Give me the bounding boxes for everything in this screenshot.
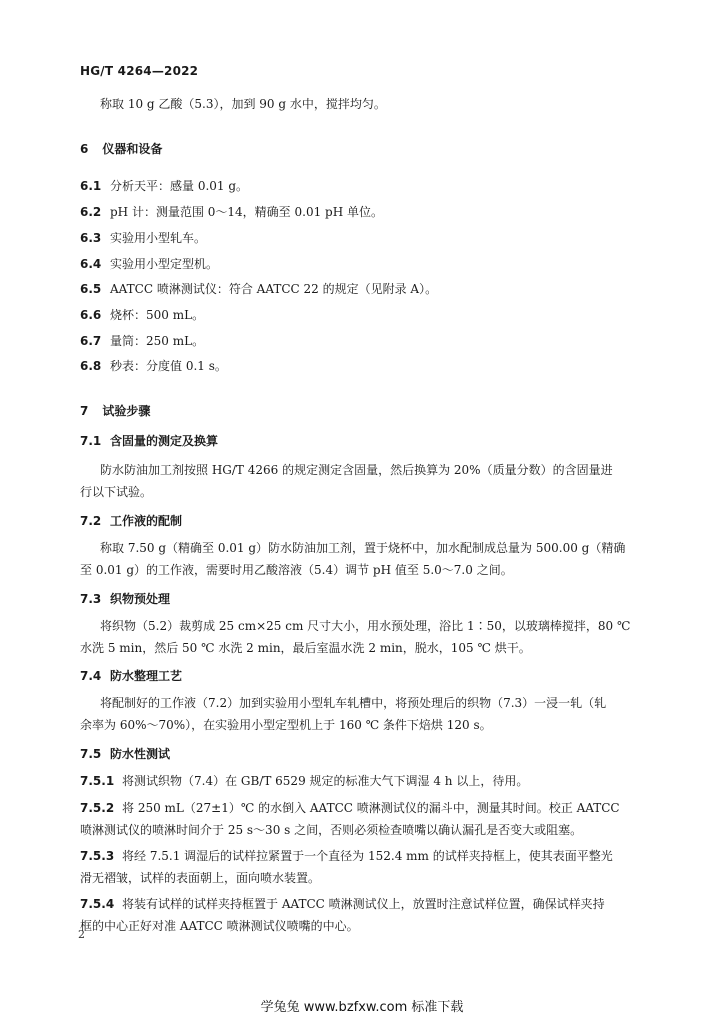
section-6-heading xyxy=(80,138,162,157)
clause-text: 将测试织物（7.4）在 GB/T 6529 规定的标准大气下调湿 4 h 以上，待用。 xyxy=(122,774,529,788)
clause-6-7 xyxy=(80,333,204,349)
footer-watermark[interactable]: 学兔兔 www.bzfxw.com 标准下载 xyxy=(260,1000,464,1015)
subsection-title: 防水整理工艺 xyxy=(110,669,183,683)
subsection-title: 织物预处理 xyxy=(110,592,171,606)
clause-number: 7.5.2 xyxy=(80,801,115,815)
clause-text: 实验用小型轧车。 xyxy=(110,231,207,245)
clause-7-5-2 xyxy=(80,800,620,816)
clause-text: 将 250 mL（27±1）℃ 的水倒入 AATCC 喷淋测试仪的漏斗中，测量其时间。校正 AATCC xyxy=(122,801,620,815)
subsection-title: 工作液的配制 xyxy=(110,514,183,528)
section-7-heading xyxy=(80,400,150,419)
clause-6-5 xyxy=(80,281,437,297)
clause-number: 6.8 xyxy=(80,359,102,373)
clause-6-4 xyxy=(80,256,218,272)
clause-number: 6.6 xyxy=(80,308,102,322)
clause-6-2 xyxy=(80,204,383,220)
clause-text: 量筒：250 mL。 xyxy=(110,334,205,348)
paragraph-line: 将织物（5.2）裁剪成 25 cm×25 cm 尺寸大小，用水预处理，浴比 1∶50，以玻璃棒搅拌，80 ℃ xyxy=(100,619,631,633)
subsection-title: 含固量的测定及换算 xyxy=(110,434,219,448)
section-title: 试验步骤 xyxy=(102,404,151,418)
clause-7-5-4 xyxy=(80,896,605,912)
paragraph-line: 防水防油加工剂按照 HG/T 4266 的规定测定含固量，然后换算为 20%（质量分数）的含固量进 xyxy=(100,463,613,477)
clause-text: 将经 7.5.1 调湿后的试样拉紧置于一个直径为 152.4 mm 的试样夹持框上，使其表面平整光 xyxy=(122,849,613,863)
subsection-7-5-heading xyxy=(80,746,170,762)
subsection-title: 防水性测试 xyxy=(110,747,171,761)
paragraph-line: 将配制好的工作液（7.2）加到实验用小型轧车轧槽中，将预处理后的织物（7.3）一浸一轧（轧 xyxy=(100,696,607,710)
page-number: 2 xyxy=(78,928,85,941)
clause-text: pH 计：测量范围 0～14，精确至 0.01 pH 单位。 xyxy=(110,205,383,219)
clause-number: 6.4 xyxy=(80,257,102,271)
subsection-number: 7.4 xyxy=(80,669,102,683)
paragraph-line: 喷淋测试仪的喷淋时间介于 25 s～30 s 之间，否则必须检查喷嘴以确认漏孔是否变大或阻塞。 xyxy=(80,823,583,837)
clause-number: 6.5 xyxy=(80,282,102,296)
clause-number: 6.1 xyxy=(80,179,102,193)
subsection-number: 7.2 xyxy=(80,514,102,528)
clause-6-8 xyxy=(80,358,227,374)
subsection-number: 7.5 xyxy=(80,747,102,761)
document-code: HG/T 4264—2022 xyxy=(80,64,199,78)
subsection-7-4-heading xyxy=(80,668,182,684)
section-title: 仪器和设备 xyxy=(102,142,163,156)
subsection-number: 7.3 xyxy=(80,592,102,606)
intro-text: 称取 10 g 乙酸（5.3），加到 90 g 水中，搅拌均匀。 xyxy=(100,97,386,111)
paragraph-line: 余率为 60%～70%），在实验用小型定型机上于 160 ℃ 条件下焙烘 120 s。 xyxy=(80,718,492,732)
paragraph-line: 框的中心正好对准 AATCC 喷淋测试仪喷嘴的中心。 xyxy=(80,919,359,933)
paragraph-line: 水洗 5 min，然后 50 ℃ 水洗 2 min，最后室温水洗 2 min，脱水，105 ℃ 烘干。 xyxy=(80,641,531,655)
clause-number: 6.2 xyxy=(80,205,102,219)
paragraph-line: 行以下试验。 xyxy=(80,485,153,499)
clause-number: 6.3 xyxy=(80,231,102,245)
clause-6-1 xyxy=(80,178,248,194)
section-number: 6 xyxy=(80,142,89,156)
clause-text: 秒表：分度值 0.1 s。 xyxy=(110,359,227,373)
subsection-number: 7.1 xyxy=(80,434,102,448)
clause-number: 7.5.1 xyxy=(80,774,115,788)
subsection-7-3-heading xyxy=(80,591,170,607)
paragraph-line: 至 0.01 g）的工作液，需要时用乙酸溶液（5.4）调节 pH 值至 5.0～7.0 之间。 xyxy=(80,563,513,577)
clause-text: 实验用小型定型机。 xyxy=(110,257,219,271)
clause-text: 分析天平：感量 0.01 g。 xyxy=(110,179,249,193)
clause-7-5-1 xyxy=(80,773,528,789)
subsection-7-1-heading xyxy=(80,433,218,449)
clause-text: 将装有试样的试样夹持框置于 AATCC 喷淋测试仪上，放置时注意试样位置，确保试样夹持 xyxy=(122,897,605,911)
clause-7-5-3 xyxy=(80,848,613,864)
paragraph-line: 滑无褶皱，试样的表面朝上，面向喷水装置。 xyxy=(80,871,321,885)
clause-text: AATCC 喷淋测试仪：符合 AATCC 22 的规定（见附录 A）。 xyxy=(110,282,438,296)
clause-number: 6.7 xyxy=(80,334,102,348)
clause-text: 烧杯：500 mL。 xyxy=(110,308,205,322)
clause-6-3 xyxy=(80,230,206,246)
clause-6-6 xyxy=(80,307,204,323)
paragraph-line: 称取 7.50 g（精确至 0.01 g）防水防油加工剂，置于烧杯中，加水配制成总量为 500.00 g（精确 xyxy=(100,541,626,555)
section-number: 7 xyxy=(80,404,89,418)
subsection-7-2-heading xyxy=(80,513,182,529)
clause-number: 7.5.4 xyxy=(80,897,115,911)
clause-number: 7.5.3 xyxy=(80,849,115,863)
